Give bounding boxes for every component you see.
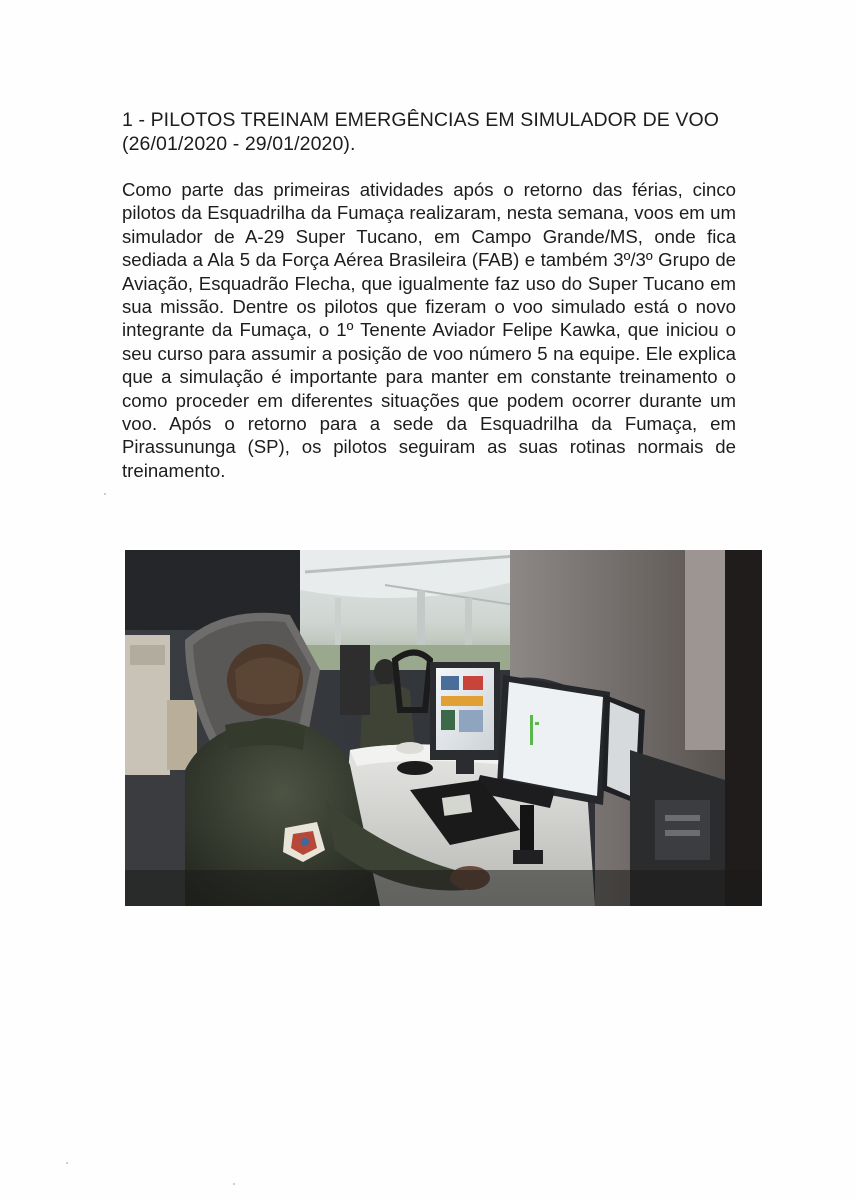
document-title: 1 - PILOTOS TREINAM EMERGÊNCIAS EM SIMULADOR DE VOO (26/01/2020 - 29/01/2020).	[122, 109, 720, 155]
scan-speck	[66, 1162, 68, 1164]
simulator-photo	[125, 550, 762, 906]
scan-speck	[104, 493, 106, 495]
document-paragraph: Como parte das primeiras atividades após o retorno das férias, cinco pilotos da Esquadrilha da Fumaça realizaram, nesta semana, voos em um simulador de A-29 Super Tucano, em Campo Grande/MS, onde fica sediada a Ala 5 da Força Aérea Brasileira (FAB) e também 3º/3º Grupo de Aviação, Esquadrão Flecha, que igualmente faz uso do Super Tucano em sua missão. Dentre os pilotos que fizeram o voo simulado está o novo integrante da Fumaça, o 1º Tenente Aviador Felipe Kawka, que iniciou o seu curso para assumir a posição de voo número 5 na equipe. Ele explica que a simulação é importante para manter em constante treinamento o como proceder em diferentes situações que podem ocorrer durante um voo. Após o retorno para a sede da Esquadrilha da Fumaça, em Pirassununga (SP), os pilotos seguiram as suas rotinas normais de treinamento.	[122, 179, 736, 481]
scan-speck	[233, 1183, 235, 1185]
simulator-photo-illustration	[125, 550, 762, 906]
